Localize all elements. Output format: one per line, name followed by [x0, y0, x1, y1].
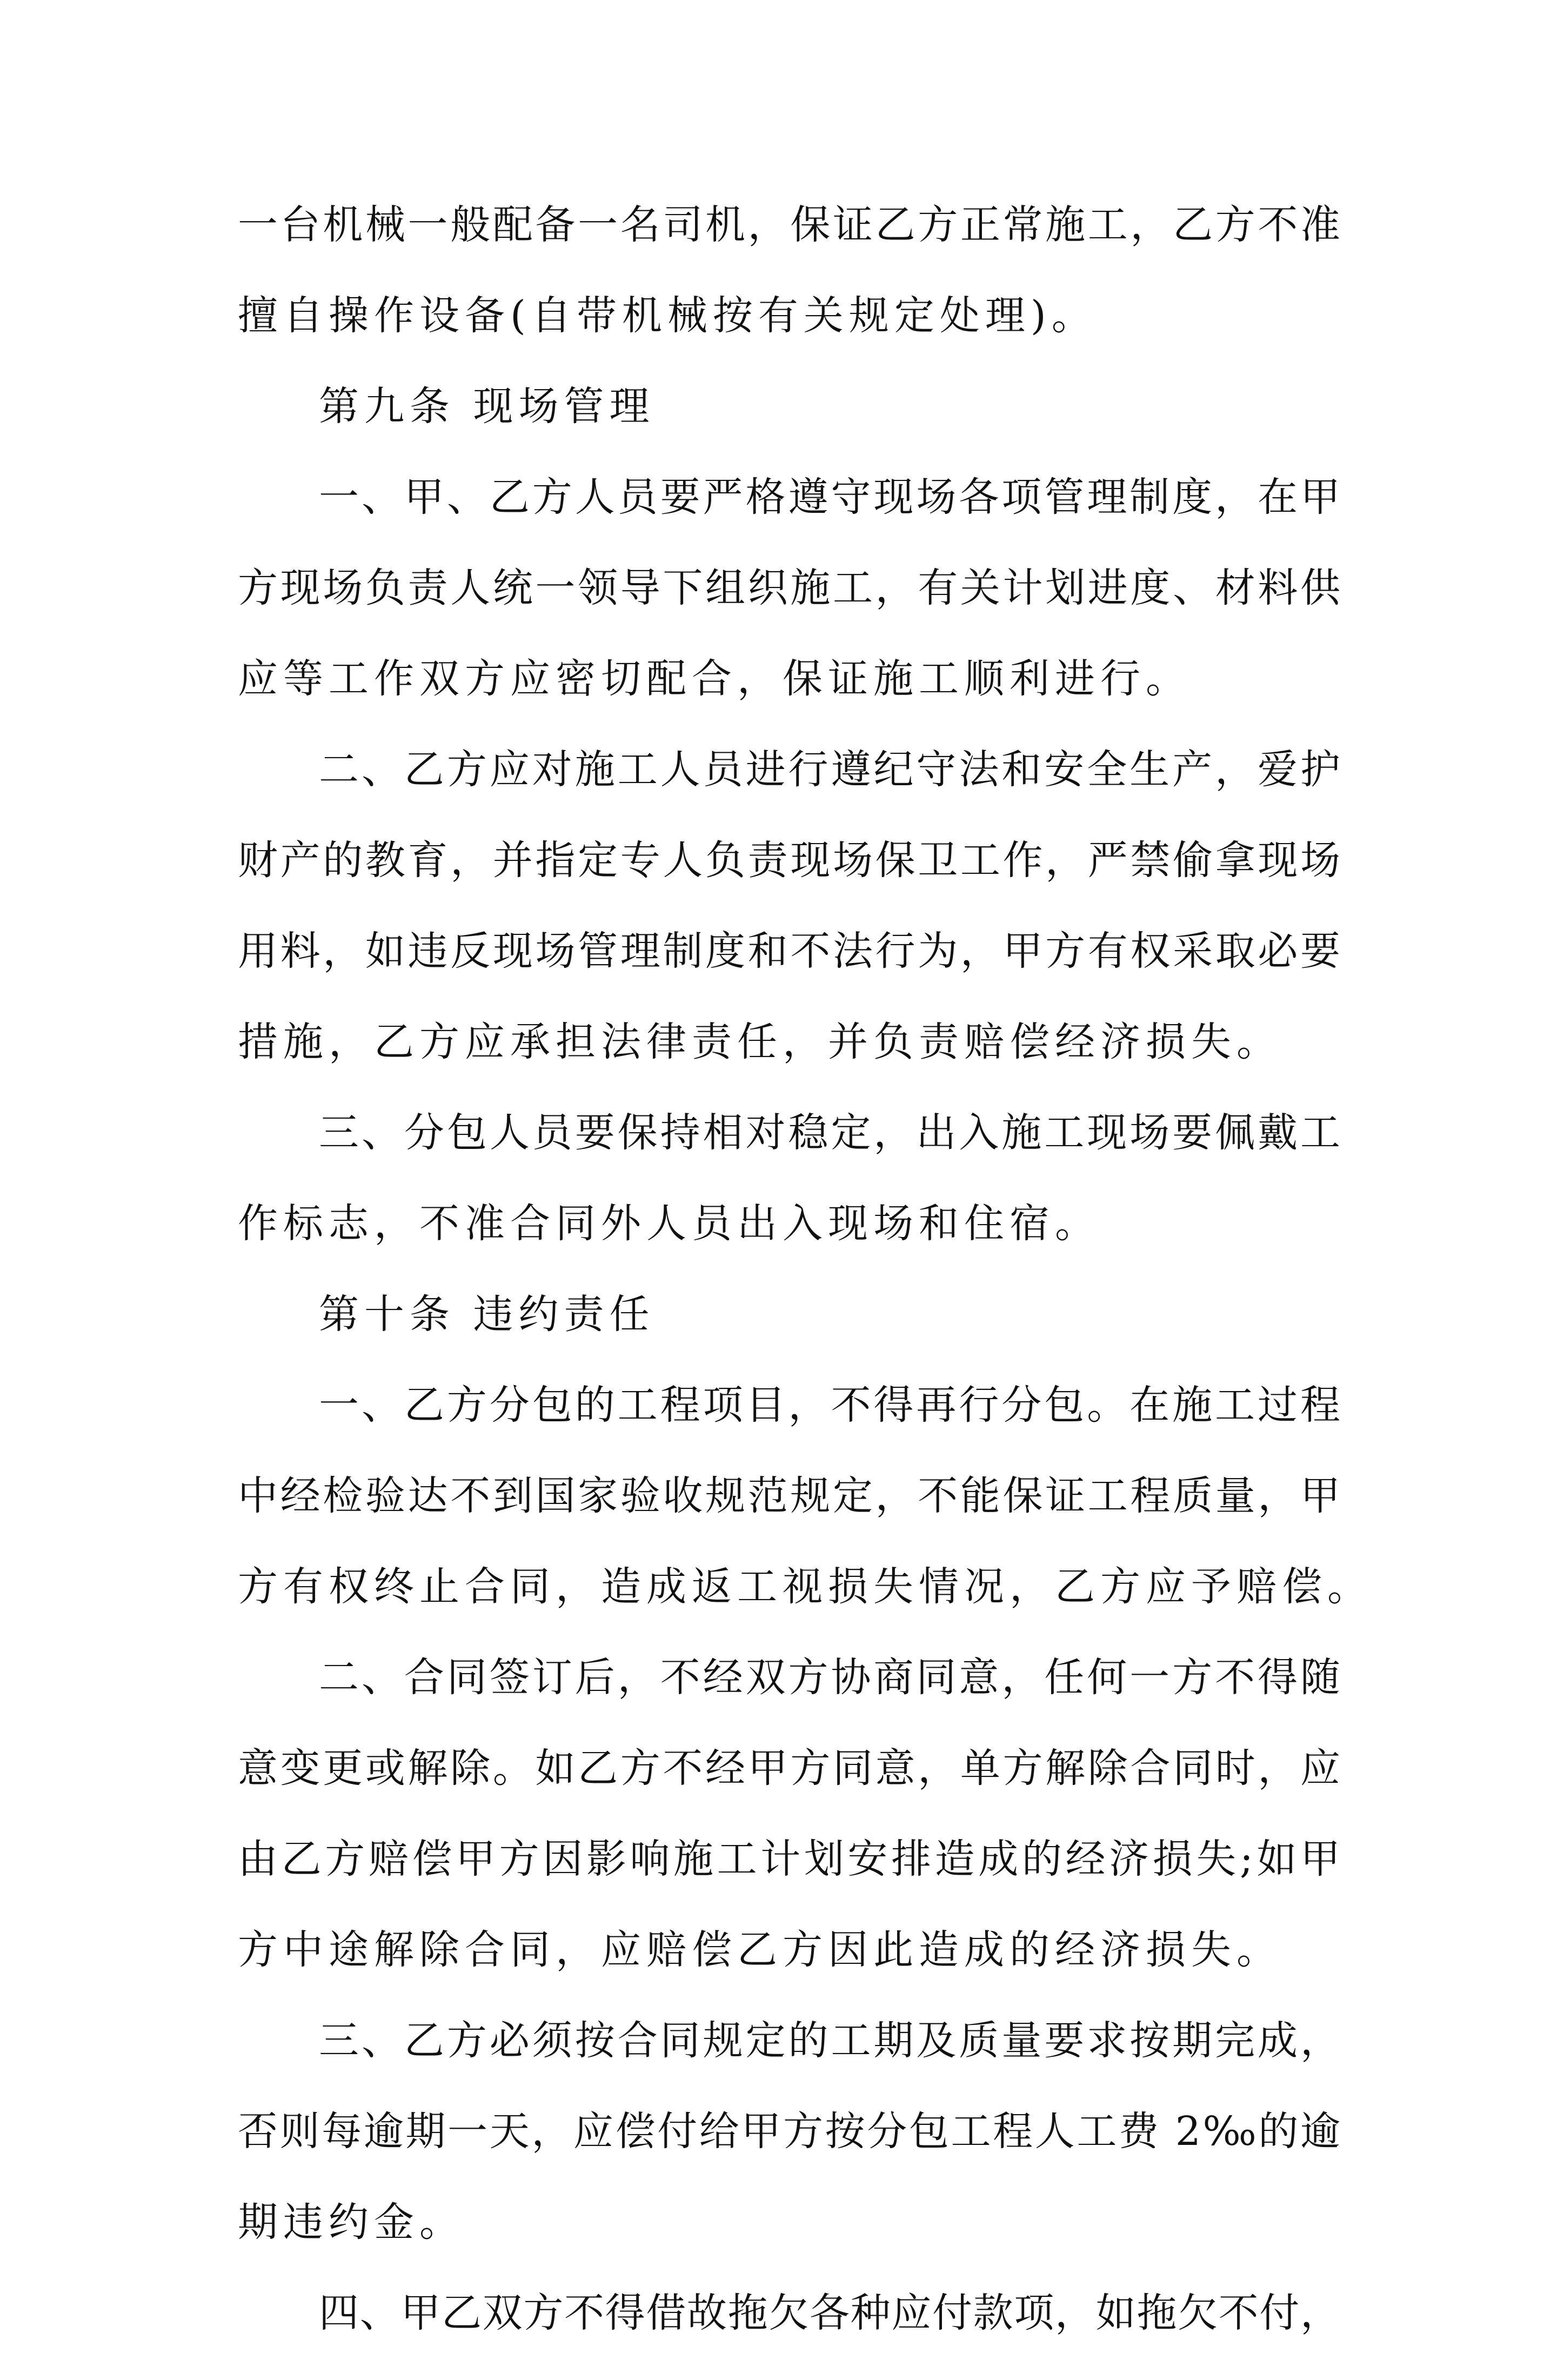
text-line: 一、乙方分包的工程项目，不得再行分包。在施工过程	[319, 1382, 1340, 1428]
text-line: 二、合同签订后，不经双方协商同意，任何一方不得随	[319, 1654, 1340, 1701]
text-line: 措施，乙方应承担法律责任，并负责赔偿经济损失。	[238, 1019, 1282, 1065]
document-page	[238, 201, 1373, 2380]
text-line: 用料，如违反现场管理制度和不法行为，甲方有权采取必要	[238, 928, 1340, 974]
text-line: 三、分包人员要保持相对稳定，出入施工现场要佩戴工	[319, 1109, 1340, 1156]
text-line: 三、乙方必须按合同规定的工期及质量要求按期完成，	[319, 2017, 1340, 2064]
text-line: 一台机械一般配备一名司机，保证乙方正常施工，乙方不准	[238, 202, 1340, 248]
text-line: 第九条 现场管理	[319, 383, 655, 430]
text-line: 由乙方赔偿甲方因影响施工计划安排造成的经济损失;如甲	[238, 1836, 1340, 1882]
text-line: 四、甲乙双方不得借故拖欠各种应付款项，如拖欠不付，	[319, 2290, 1340, 2336]
text-line: 方有权终止合同，造成返工视损失情况，乙方应予赔偿。	[238, 1563, 1373, 1610]
text-line: 中经检验达不到国家验收规范规定，不能保证工程质量，甲	[238, 1473, 1340, 1519]
text-line: 第十条 违约责任	[319, 1291, 655, 1338]
text-line: 财产的教育，并指定专人负责现场保卫工作，严禁偷拿现场	[238, 837, 1340, 884]
text-line: 二、乙方应对施工人员进行遵纪守法和安全生产，爱护	[319, 746, 1340, 793]
document-body	[238, 201, 1373, 2337]
text-line: 方现场负责人统一领导下组织施工，有关计划进度、材料供	[238, 565, 1340, 611]
text-line: 一、甲、乙方人员要严格遵守现场各项管理制度，在甲	[319, 474, 1340, 520]
text-line: 方中途解除合同，应赔偿乙方因此造成的经济损失。	[238, 1927, 1282, 1973]
text-line: 应等工作双方应密切配合，保证施工顺利进行。	[238, 656, 1191, 702]
text-line: 意变更或解除。如乙方不经甲方同意，单方解除合同时，应	[238, 1745, 1340, 1791]
text-line: 否则每逾期一天，应偿付给甲方按分包工程人工费 2‰的逾	[238, 2108, 1340, 2155]
text-line: 擅自操作设备(自带机械按有关规定处理)。	[238, 292, 1097, 339]
text-line: 期违约金。	[238, 2199, 465, 2245]
text-line: 作标志，不准合同外人员出入现场和住宿。	[238, 1200, 1100, 1247]
